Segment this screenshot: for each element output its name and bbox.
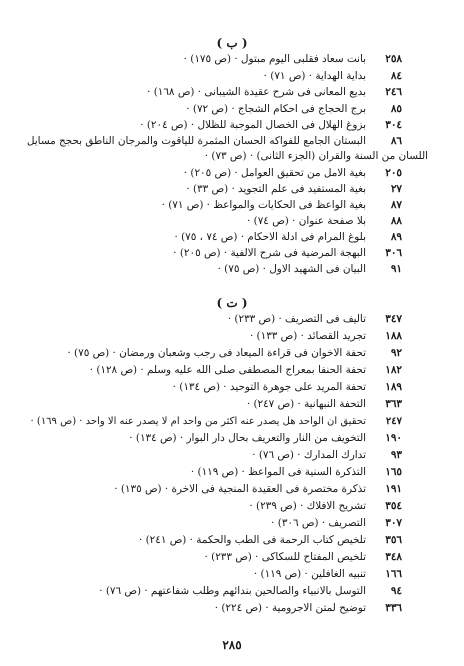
entry-number: ٩٢ (390, 347, 402, 359)
entry-text: برج الحجاج فى احكام الشجاج · (ص ٧٢) · (186, 103, 366, 115)
index-entry (8, 364, 402, 377)
entry-text: تنبيه الغافلين · (ص ١١٩) · (253, 568, 366, 580)
entry-text: التخويف من النار والتعريف بحال دار البوار · (ص ١٣٤) · (129, 432, 366, 444)
entry-text: بزوغ الهلال فى الخصال الموجبة للظلال · (ص ٢٠٤) · (140, 119, 366, 131)
entry-text: تجريد القصائد · (ص ١٣٣) · (249, 330, 366, 342)
index-entry (8, 398, 402, 411)
index-entry (8, 199, 402, 212)
entry-text: بلوغ المرام فى ادلة الاحكام · (ص ٧٤ ، ٧٥) · (174, 231, 366, 243)
entry-text: تحقيق ان الواحد هل يصدر عنه اكثر من واحد ام لا يصدر عنه الا واحد · (ص ١٦٩) · (30, 416, 366, 427)
entry-number: ٨٩ (390, 231, 402, 243)
page-number: ٢٨٥ (222, 638, 242, 652)
index-entry (8, 415, 402, 428)
entry-text: تلخيص المفتاح للسكاكى · (ص ٢٣٣) · (204, 551, 366, 563)
entry-number: ٣٠٦ (385, 247, 402, 259)
entry-number: ٢٠٥ (385, 167, 402, 179)
entry-number: ٣٤٧ (385, 313, 402, 325)
index-entry (8, 119, 402, 132)
entry-text: بداية الهداية · (ص ٧١) · (263, 70, 366, 82)
index-entry (8, 517, 402, 530)
entry-text: بديع المعانى فى شرح عقيدة الشيبانى · (ص ١٦٨) · (147, 86, 366, 98)
index-entry (8, 263, 402, 276)
entry-number: ٩٣ (390, 449, 402, 461)
index-entry (8, 167, 402, 180)
index-entry (8, 534, 402, 547)
entry-text: بغية الواعظ فى الحكايات والمواعظ · (ص ٧١) · (161, 199, 366, 211)
entry-text: اللسان من السنة والقران (الجزء الثانى) · (ص ٧٣) · (204, 150, 428, 162)
entry-number: ٣٥٤ (385, 500, 402, 512)
entry-text: التصريف · (ص ٣٠٦) · (271, 517, 366, 529)
entry-text: تحفة المريد على جوهرة التوحيد · (ص ١٣٤) · (172, 381, 366, 393)
entry-number: ٨٨ (390, 215, 402, 227)
index-entry (8, 483, 402, 496)
entry-number: ٢٧ (390, 183, 402, 195)
entry-number: ٢٤٧ (385, 416, 402, 427)
entry-number: ٩٤ (390, 585, 402, 597)
entry-text: التوسل بالانبياء والصالحين بندائهم وطلب شفاعتهم · (ص ٧٦) · (99, 585, 366, 597)
entry-number: ٣٦٣ (385, 398, 402, 410)
index-entry (8, 347, 402, 360)
entry-text: بغية المستفيد فى علم التجويد · (ص ٣٣) · (186, 183, 366, 195)
entry-number: ٣٥٦ (385, 534, 402, 546)
index-entry (8, 500, 402, 513)
index-entry (8, 135, 402, 148)
entry-number: ٢٥٨ (385, 53, 402, 65)
entry-number: ١٨٢ (385, 364, 402, 376)
entry-text: تحفة الحنفا بمعراج المصطفى صلى الله عليه وسلم · (ص ١٢٨) · (89, 364, 366, 376)
entry-number: ٩١ (390, 263, 402, 275)
entry-number: ١٦٦ (385, 568, 402, 580)
index-entry (8, 53, 402, 66)
index-entry (8, 183, 402, 196)
entry-text: تذكرة مختصرة فى العقيدة المنجية فى الاخرة · (ص ١٣٥) · (114, 483, 366, 495)
index-entry (8, 432, 402, 445)
index-entry (8, 466, 402, 479)
entry-text: بانت سعاد فقلبى اليوم مبتول · (ص ١٧٥) · (183, 53, 366, 65)
section-heading-b: ( ب ) (216, 36, 248, 50)
entry-text: توضيح لمتن الاجرومية · (ص ٢٢٤) · (214, 602, 366, 614)
entry-number: ٣٠٧ (385, 517, 402, 529)
entry-number: ٨٥ (390, 103, 402, 115)
entry-number: ٣٣٦ (385, 602, 402, 614)
index-entry (8, 330, 402, 343)
index-entry (8, 313, 402, 326)
index-entry-continuation (8, 150, 428, 163)
entry-number: ٨٧ (390, 199, 402, 211)
entry-text: تلخيص كتاب الرحمة فى الطب والحكمة · (ص ٢٤١) · (139, 534, 366, 546)
entry-number: ٣٤٨ (385, 551, 402, 563)
entry-number: ١٩١ (385, 483, 402, 495)
entry-text: التذكرة السنية فى المواعظ · (ص ١١٩) · (190, 466, 366, 478)
index-entry (8, 70, 402, 83)
index-entry (8, 449, 402, 462)
index-entry (8, 551, 402, 564)
entry-text: البستان الجامع للفواكه الحسان المثمرة للياقوت والمرجان الناطق بحجج مسايل (26, 135, 366, 147)
index-entry (8, 568, 402, 581)
entry-text: تاليف فى التصريف · (ص ٢٣٣) · (227, 313, 366, 325)
entry-text: تشريح الافلاك · (ص ٢٣٩) · (249, 500, 366, 512)
entry-text: البهجة المرضية فى شرح الالفية · (ص ٢٠٥) · (173, 247, 366, 259)
entry-text: تدارك المدارك · (ص ٧٦) · (252, 449, 366, 461)
entry-number: ٣٠٤ (385, 119, 402, 131)
entry-text: البيان فى الشهيد الاول · (ص ٧٥) · (217, 263, 366, 275)
index-entry (8, 103, 402, 116)
index-entry (8, 215, 402, 228)
entry-number: ٨٤ (390, 70, 402, 82)
index-entry (8, 585, 402, 598)
entry-text: بغية الامل من تحقيق العوامل · (ص ٢٠٥) · (183, 167, 366, 179)
index-entry (8, 602, 402, 615)
entry-number: ١٨٩ (385, 381, 402, 393)
index-entry (8, 86, 402, 99)
section-heading-t: ( ت ) (216, 296, 248, 310)
index-entry (8, 231, 402, 244)
entry-number: ١٨٨ (385, 330, 402, 342)
index-entry (8, 247, 402, 260)
entry-number: ١٩٠ (385, 432, 402, 444)
entry-number: ٢٤٦ (385, 86, 402, 98)
entry-text: بلا صفحة عنوان · (ص ٧٤) · (247, 215, 366, 227)
index-entry (8, 381, 402, 394)
entry-text: تحفة الاخوان فى قراءة الميعاد فى رجب وشعبان ورمضان · (ص ٧٥) · (67, 347, 366, 359)
entry-text: التحفة النبهانية · (ص ٢٤٧) · (246, 398, 366, 410)
entry-number: ٨٦ (390, 135, 402, 147)
entry-number: ١٦٥ (385, 466, 402, 478)
